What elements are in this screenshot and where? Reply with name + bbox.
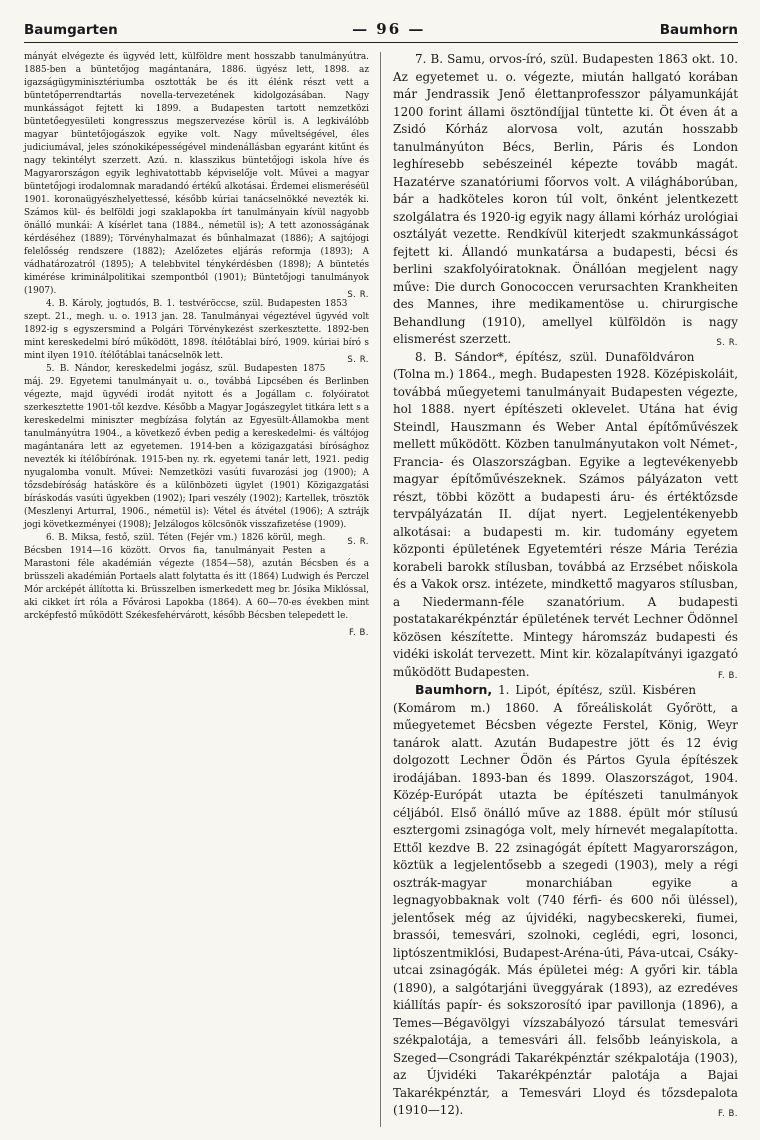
author-signature: S. R. [716, 338, 738, 348]
running-header [24, 20, 738, 43]
entry-paragraph [24, 298, 369, 363]
entry-text: 8. B. Sándor*, építész, szül. Dunaföldváron (Tolna m.) 1864., megh. Budapesten 1928. Középiskoláit, továbbá műegyetemi tanulmányait Budapesten végezte, hol 1888. nyert építészeti oklevelet. Utána hat évig Steindl, Hauszmann és Weber Antal építőművészek mellett működött. Közben tanulmányutakon volt Német-, Francia- és Olaszországban. Egyike a legtevékenyebb magyar építőművészeknek. Számos pályázaton vett részt, többi között a budapesti áru- és értéktőzsde tervpályázatán II. díjat nyert. Legjelentékenyebb alkotásai: a budapesti m. kir. tudomány egyetem központi épületének Egyetemtéri része Mária Terézia korabeli barokk stílusban, továbbá az Erzsébet nőiskola és a Vakok orsz. intézete, mindkettő magyaros stílusban, a Niedermann-féle szanatórium. A budapesti postatakarékpénztár épületének tervét Lechner Ödönnel közösen készítette. Mintegy háromszáz budapesti és vidéki iskolát tervezett. Mint kir. közalapítványi igazgató működött Budapesten. [393, 349, 738, 679]
column-divider [380, 52, 381, 1127]
author-signature: S. R. [347, 537, 369, 547]
entry-text: mányát elvégezte és ügyvéd lett, külföldre ment hosszabb tanulmányútra. 1885-ben a büntetőjog magántanára, 1886. ügyész lett, 1898. az igazságügyminisztériumba osztották be és itt élénk részt vett a büntetőperrendtartás novella-tervezetének kidolgozásában. Nagy munkásságot fejtett ki 1899. a Budapesten tartott nemzetközi büntetőegyesületi kongresszus megszervezése körül is. A legkiválóbb magyar büntetőjogászok egyike volt. Nagy műveltségével, éles judiciumával, jeles szónokiképességével mindenállásban egyaránt kitűnt és nagy tekintélyt szerzett. Azú. n. klasszikus büntetőjogi iskola híve és Magyarországon egyik leghivatottabb képviselője volt. Művei a magyar büntetőjogi irodalomnak maradandó értékű alkotásai. Érdemei elismeréséül 1901. koronaügyészhelyettessé, később kúriai tanácselnökké nevezték ki. Számos kül- és belföldi jogi szaklapokba írt tanulmányain kívül nagyobb önálló munkái: A kísérlet tana (1884., németül is); A tett azonosságának kérdéséhez (1889); Törvényhalmazat és bűnhalmazat (1886); A sajtójogi felelősség rendszere (1882); Azelőzetes eljárás reformja (1893); A vádhatározatról (1895); A telebbvitel ténykérdésben (1898); A büntetés kimérése kriminálpolitikai szempontból (1901); Büntetőjogi tanulmányok (1907). [24, 52, 369, 296]
entry-paragraph [393, 51, 738, 349]
entry-text: 6. B. Miksa, festő, szül. Téten (Fejér vm.) 1826 körül, megh. Bécsben 1914—16 között. Orvos fia, tanulmányait Pesten a Marastoni féle akadémián végezte (1854—58), azután Bécsben és a brüsszeli akadémián Portaels alatt folytatta és itt (1864) Ludwigh és Perczel Mór arcképét állította ki. Brüsszelben ismerkedett meg br. Jósika Miklóssal, aki cikket írt róla a Fővárosi Lapokba (1864). A 60—70-es években mint arcképfestő működött Székesfehérvárott, később Bécsben telepedett le. [24, 533, 369, 621]
entry-paragraph [24, 51, 369, 298]
entry-text: 4. B. Károly, jogtudós, B. 1. testvéröccse, szül. Budapesten 1853 szept. 21., megh. u. o. 1913 jan. 28. Tanulmányai végeztével ügyvéd volt 1892-ig s egyszersmind a Polgári Törvénykezést szerkesztette. 1892-ben mint kereskedelmi bíró működött, 1898. ítélőtáblai bíró, 1909. kúriai bíró s mint ilyen 1910. ítélőtáblai tanácselnök lett. [24, 299, 369, 361]
entry-text: 7. B. Samu, orvos-író, szül. Budapesten 1863 okt. 10. Az egyetemet u. o. végezte, miután hallgató korában már Jendrassik Jenő élettanprofesszor pályamunkáját 1200 forint állami ösztöndíjjal tüntette ki. Öt éven át a Zsidó Kórház alorvosa volt, azután hosszabb tanulmányúton Bécs, Berlin, Páris és London leghíresebb sebészeinél képezte tovább magát. Hazatérve szanatóriumi főorvos volt. A világháborúban, bár a hadköteles koron túl volt, önként jelentkezett szolgálatra és 1920-ig egyik nagy állami kórház urológiai osztályát vezette. Rendkívül kiterjedt szakmunkásságot fejtett ki. Állandó munkatársa a budapesti, bécsi és berlini szakfolyóiratoknak. Önállóan megjelent nagy műve: Die durch Gonococcen verursachten Krankheiten des Mannes, ihre medikamentöse u. chirurgische Behandlung (1910), amellyel külföldön is nagy elismerést szerzett. [393, 52, 738, 346]
entry-paragraph [393, 349, 738, 682]
author-signature: F. B. [349, 628, 369, 638]
header-left: Baumgarten [24, 22, 118, 38]
text-columns [24, 51, 738, 1124]
left-column [24, 51, 369, 1124]
author-signature: S. R. [347, 290, 369, 300]
entry-paragraph [393, 681, 738, 1120]
author-signature: F. B. [718, 1109, 738, 1119]
entry-text: 5. B. Nándor, kereskedelmi jogász, szül. Budapesten 1875 máj. 29. Egyetemi tanulmányait u. o., továbbá Lipcsében és Berlinben végezte, majd ügyvédi irodát nyitott és a Jogállam c. folyóiratot szerkesztette 1901-től kezdve. Később a Magyar Jogászegylet titkára lett s a kereskedelmi miniszter megbízása folytán az Egyesült-Államokba ment tanulmányútra 1904., a következő évben pedig a kereskedelmi- és váltójog magántanára lett az egyetemen. 1914-ben a közigazgatási bírósághoz nevezték ki ítélőbírónak. 1915-ben ny. rk. egyetemi tanár lett, 1921. pedig nyugalomba vonult. Művei: Nemzetközi vasúti fuvarozási jog (1900); A tőzsdebíróság hatásköre és a különbözeti ügylet (1901) Közigazgatási bíráskodás vasúti ügyekben (1902); Ipari veszély (1902); Kartellek, trösztök (Meszlenyi Arturral, 1906., németül is): Vétel és átvétel (1906); A sztrájk jogi következményei (1908); Jelzálogos kölcsönök visszafizetése (1909). [24, 364, 369, 530]
entry-paragraph [24, 532, 369, 638]
right-column [393, 51, 738, 1124]
header-right: Baumhorn [659, 22, 738, 38]
entry-paragraph [24, 363, 369, 547]
author-signature: F. B. [718, 670, 738, 681]
page-number: — 96 — [352, 20, 426, 38]
entry-headword: Baumhorn, [415, 682, 493, 697]
author-signature: S. R. [347, 355, 369, 365]
entry-text: 1. Lipót, építész, szül. Kisbéren (Komárom m.) 1860. A főreáliskolát Győrött, a műegyetemet Bécsben végezte Ferstel, König, Weyr tanárok alatt. Azután Budapestre jött és 12 évig dolgozott Lechner Ödön és Pártos Gyula építészek irodájában. 1893-ban és 1899. Olaszországot, 1904. Közép-Európát utazta be építészeti tanulmányok céljából. Első önálló műve az 1888. épült mór stílusú esztergomi zsinagóga volt, mely hírnevét megalapította. Ettől kezdve B. 22 zsinagógát épített Magyarországon, köztük a legjelentősebb a szegedi (1903), mely a régi osztrák-magyar monarchiában egyike a legnagyobbaknak volt (740 férfi- és 600 női üléssel), jelentősek még az újvidéki, nagybecskereki, fiumei, brassói, temesvári, szolnoki, ceglédi, egri, losonci, liptószentmiklósi, Budapest-Aréna-úti, Páva-utcai, Csáky-utcai zsinagógák. Más épületei még: A győri kir. tábla (1890), a salgótarjáni üveggyárak (1893), az ezredéves kiállítás papír- és sokszorosító ipar pavillonja (1896), a Temes—Bégavölgyi vízszabályozó társulat temesvári székpalotája, a temesvári áll. felsőbb leányiskola, a Szeged—Csongrádi Takarékpénztár székpalotája (1903), az Újvidéki Takarékpénztár palotája a Bajai Takarékpénztár, a Temesvári Lloyd és tőzsdepalota (1910—12). [393, 683, 738, 1117]
